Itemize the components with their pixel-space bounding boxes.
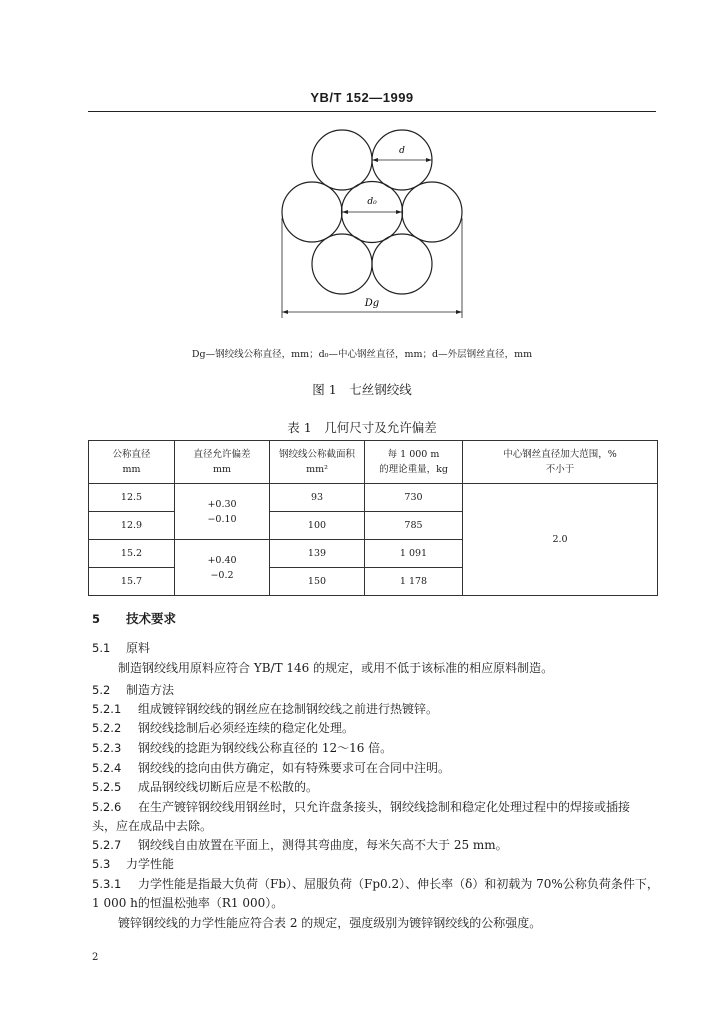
section-5-2-6: 5.2.6 在生产镀锌钢绞线用钢丝时，只允许盘条接头，钢绞线捻制和稳定化处理过程中的焊接或插接	[92, 800, 631, 814]
section-5-2-2: 5.2.2 钢绞线捻制后必须经连续的稳定化处理。	[92, 721, 355, 735]
table-caption: 表 1 几何尺寸及允许偏差	[287, 420, 437, 435]
col-header-cross-section-area: 钢绞线公称截面积 mm²	[270, 441, 365, 484]
section-5-2-6-continued: 头，应在成品中去除。	[92, 819, 213, 833]
geometry-table	[88, 440, 658, 596]
strand-cross-section-figure	[270, 118, 470, 338]
cell-nominal-diameter: 15.7	[89, 568, 175, 596]
cell-weight: 730	[365, 484, 463, 512]
cell-tolerance: +0.40 −0.2	[175, 540, 270, 596]
table-row	[89, 484, 658, 512]
d-label: d	[399, 146, 405, 156]
cell-center-enlargement: 2.0	[463, 484, 658, 596]
cell-nominal-diameter: 15.2	[89, 540, 175, 568]
running-header: YB/T 152—1999	[310, 90, 414, 105]
cell-weight: 1 178	[365, 568, 463, 596]
wire-bottom-left	[312, 234, 372, 294]
header-rule	[88, 111, 656, 112]
cell-weight: 785	[365, 512, 463, 540]
cell-area: 150	[270, 568, 365, 596]
section-5-2-1: 5.2.1 组成镀锌钢绞线的钢丝应在捻制钢绞线之前进行热镀锌。	[92, 702, 439, 716]
cell-area: 139	[270, 540, 365, 568]
section-5-heading: 5 技术要求	[92, 611, 177, 626]
section-5-2-heading: 5.2 制造方法	[92, 683, 175, 697]
dg-label: Dg	[364, 298, 380, 309]
section-5-2-5: 5.2.5 成品钢绞线切断后应是不松散的。	[92, 780, 319, 794]
d0-label: d₀	[367, 197, 377, 207]
cell-nominal-diameter: 12.9	[89, 512, 175, 540]
cell-area: 93	[270, 484, 365, 512]
cell-weight: 1 091	[365, 540, 463, 568]
col-header-nominal-diameter: 公称直径 mm	[89, 441, 175, 484]
wire-left	[282, 182, 342, 242]
section-5-2-3: 5.2.3 钢绞线的捻距为钢绞线公称直径的 12～16 倍。	[92, 741, 393, 755]
wire-bottom-right	[372, 234, 432, 294]
col-header-diameter-tolerance: 直径允许偏差 mm	[175, 441, 270, 484]
cell-tolerance: +0.30 −0.10	[175, 484, 270, 540]
section-5-3-1: 5.3.1 力学性能是指最大负荷（Fb）、屈服负荷（Fp0.2）、伸长率（δ）和初载为 70%公称负荷条件下，	[92, 877, 659, 891]
page-number: 2	[92, 952, 99, 963]
section-5-3-1-continued: 1 000 h的恒温松弛率（R1 000）。	[92, 896, 284, 910]
figure-legend: Dg—钢绞线公称直径，mm；d₀—中心钢丝直径，mm；d—外层钢丝直径，mm	[191, 349, 533, 360]
table-header-row	[89, 441, 658, 484]
section-5-2-7: 5.2.7 钢绞线自由放置在平面上，测得其弯曲度，每米矢高不大于 25 mm。	[92, 838, 508, 852]
cell-area: 100	[270, 512, 365, 540]
wire-right	[402, 182, 462, 242]
section-5-2-4: 5.2.4 钢绞线的捻向由供方确定，如有特殊要求可在合同中注明。	[92, 761, 451, 775]
col-header-theoretical-weight: 每 1 000 m 的理论重量，kg	[365, 441, 463, 484]
section-5-3-heading: 5.3 力学性能	[92, 857, 175, 871]
figure-caption: 图 1 七丝钢绞线	[312, 382, 412, 397]
col-header-center-wire-enlargement: 中心钢丝直径加大范围，% 不小于	[463, 441, 658, 484]
wire-top-left	[312, 130, 372, 190]
section-5-1-paragraph: 制造钢绞线用原料应符合 YB/T 146 的规定，或用不低于该标准的相应原料制造。	[118, 661, 554, 675]
cell-nominal-diameter: 12.5	[89, 484, 175, 512]
section-5-1-heading: 5.1 原料	[92, 641, 151, 655]
section-5-3-paragraph: 镀锌钢绞线的力学性能应符合表 2 的规定，强度级别为镀锌钢绞线的公称强度。	[118, 916, 542, 930]
